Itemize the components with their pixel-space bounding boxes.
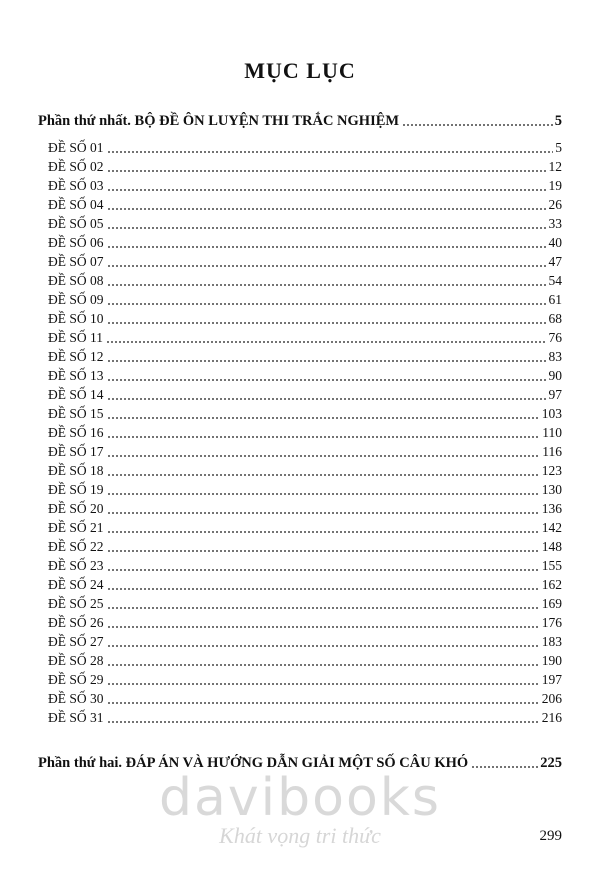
leader-dots [107,512,540,514]
leader-dots [107,189,547,191]
toc-entry[interactable] [48,307,562,327]
toc-entry[interactable] [48,345,562,365]
leader-dots [107,360,547,362]
toc-entry[interactable] [48,668,562,688]
toc-page-number: 5 [555,140,562,155]
toc-entry[interactable] [48,592,562,612]
leader-dots [107,683,540,685]
toc-entry-label: ĐỀ SỐ 08 [48,273,104,288]
toc-entry-label: ĐỀ SỐ 18 [48,463,104,478]
toc-page-number: 206 [541,691,562,706]
toc-entry-label: ĐỀ SỐ 28 [48,653,104,668]
toc-entry-label: ĐỀ SỐ 10 [48,311,104,326]
toc-entry-label: ĐỀ SỐ 03 [48,178,104,193]
toc-page-number: 68 [548,311,562,326]
toc-entry-label: ĐỀ SỐ 01 [48,140,104,155]
toc-entry[interactable] [48,212,562,232]
toc-page-number: 148 [541,539,562,554]
toc-entry-label: ĐỀ SỐ 31 [48,710,104,725]
toc-entry[interactable] [48,649,562,669]
leader-dots [402,124,553,126]
leader-dots [107,645,540,647]
toc-page-number: 130 [541,482,562,497]
toc-entry-label: ĐỀ SỐ 17 [48,444,104,459]
toc-page-number: 162 [541,577,562,592]
toc-page-number: 183 [541,634,562,649]
toc-entry-label: ĐỀ SỐ 06 [48,235,104,250]
leader-dots [107,284,547,286]
leader-dots [107,702,540,704]
toc-entry[interactable] [48,250,562,270]
toc-entry-label: ĐỀ SỐ 22 [48,539,104,554]
toc-entry[interactable] [48,402,562,422]
toc-part-label: Phần thứ hai. ĐÁP ÁN VÀ HƯỚNG DẪN GIẢI MỘT SỐ CÂU KHÓ [38,755,469,771]
toc-entry[interactable] [48,516,562,536]
toc-page-number: 26 [548,197,562,212]
toc-entry-label: ĐỀ SỐ 09 [48,292,104,307]
toc-entry-label: ĐỀ SỐ 02 [48,159,104,174]
toc-entry-label: ĐỀ SỐ 14 [48,387,104,402]
toc-page-number: 47 [548,254,562,269]
toc-page-number: 103 [541,406,562,421]
toc-entry[interactable] [48,554,562,574]
toc-page-number: 83 [548,349,562,364]
toc-page-number: 155 [541,558,562,573]
toc-entry[interactable] [48,326,562,346]
leader-dots [107,246,547,248]
toc-page-number: 40 [548,235,562,250]
leader-dots [107,550,540,552]
leader-dots [107,474,540,476]
toc-page-number: 225 [540,755,562,771]
page-title: MỤC LỤC [244,58,356,83]
toc-page-number: 136 [541,501,562,516]
toc-entry-label: ĐỀ SỐ 23 [48,558,104,573]
toc-entry[interactable] [48,535,562,555]
toc-page-number: 110 [542,425,562,440]
toc-page-number: 116 [542,444,562,459]
leader-dots [107,227,547,229]
toc-entry-label: ĐỀ SỐ 05 [48,216,104,231]
toc-entry-label: ĐỀ SỐ 30 [48,691,104,706]
toc-entry[interactable] [48,155,562,175]
toc-entry-label: ĐỀ SỐ 24 [48,577,104,592]
toc-entry[interactable] [48,231,562,251]
leader-dots [107,379,547,381]
toc-entry[interactable] [48,174,562,194]
toc-entry-label: ĐỀ SỐ 27 [48,634,104,649]
leader-dots [107,303,547,305]
toc-page-number: 197 [541,672,562,687]
toc-page-number: 176 [541,615,562,630]
watermark-logo: davibooks [159,768,441,828]
leader-dots [107,626,540,628]
leader-dots [107,170,547,172]
leader-dots [107,607,540,609]
toc-entry[interactable] [48,687,562,707]
toc-page-number: 190 [541,653,562,668]
toc-entry[interactable] [48,497,562,517]
toc-entry-label: ĐỀ SỐ 11 [48,330,104,345]
toc-page-number: 216 [541,710,562,725]
leader-dots [107,151,554,153]
leader-dots [107,455,541,457]
toc-entry[interactable] [48,364,562,384]
toc-entry[interactable] [48,459,562,479]
toc-page-number: 76 [548,330,562,345]
toc-entry[interactable] [48,269,562,289]
toc-entry-label: ĐỀ SỐ 07 [48,254,104,269]
leader-dots [107,398,547,400]
toc-entry[interactable] [48,611,562,631]
toc-page-number: 90 [548,368,562,383]
toc-entry-label: ĐỀ SỐ 16 [48,425,104,440]
leader-dots [107,322,547,324]
toc-entry-label: ĐỀ SỐ 12 [48,349,104,364]
toc-entry-label: ĐỀ SỐ 20 [48,501,104,516]
toc-page-number: 61 [548,292,562,307]
toc-page-number: 123 [541,463,562,478]
toc-entry-label: ĐỀ SỐ 15 [48,406,104,421]
toc-page-number: 5 [554,113,562,129]
toc-entry-label: ĐỀ SỐ 25 [48,596,104,611]
toc-page-number: 33 [548,216,562,231]
toc-page-number: 19 [548,178,562,193]
leader-dots [106,341,546,343]
toc-entry[interactable] [48,288,562,308]
leader-dots [107,664,540,666]
watermark-tagline: Khát vọng tri thức [219,823,381,848]
toc-entry-label: ĐỀ SỐ 26 [48,615,104,630]
toc-page-number: 54 [548,273,562,288]
toc-entry[interactable] [48,383,562,403]
toc-entry[interactable] [48,440,562,460]
toc-entry-label: ĐỀ SỐ 21 [48,520,104,535]
toc-page-number: 169 [541,596,562,611]
page-number: 299 [539,828,562,844]
toc-part-1[interactable] [38,109,562,129]
leader-dots [107,569,540,571]
toc-entry[interactable] [48,630,562,650]
toc-entry[interactable] [48,573,562,593]
toc-entry-label: ĐỀ SỐ 04 [48,197,104,212]
toc-page-number: 12 [548,159,562,174]
toc-entry[interactable] [48,421,562,441]
toc-entry[interactable] [48,193,562,213]
leader-dots [107,531,540,533]
toc-part-label: Phần thứ nhất. BỘ ĐỀ ÔN LUYỆN THI TRẮC NGHIỆM [38,113,400,129]
toc-page-number: 142 [541,520,562,535]
leader-dots [107,265,547,267]
leader-dots [107,588,540,590]
toc-entry[interactable] [48,136,562,156]
toc-entry[interactable] [48,478,562,498]
toc-page-number: 97 [548,387,562,402]
leader-dots [107,493,540,495]
leader-dots [107,208,547,210]
toc-entry-label: ĐỀ SỐ 29 [48,672,104,687]
leader-dots [107,417,540,419]
toc-entry[interactable] [48,706,562,726]
leader-dots [107,436,541,438]
toc-entry-label: ĐỀ SỐ 19 [48,482,104,497]
leader-dots [107,721,540,723]
toc-entry-label: ĐỀ SỐ 13 [48,368,104,383]
